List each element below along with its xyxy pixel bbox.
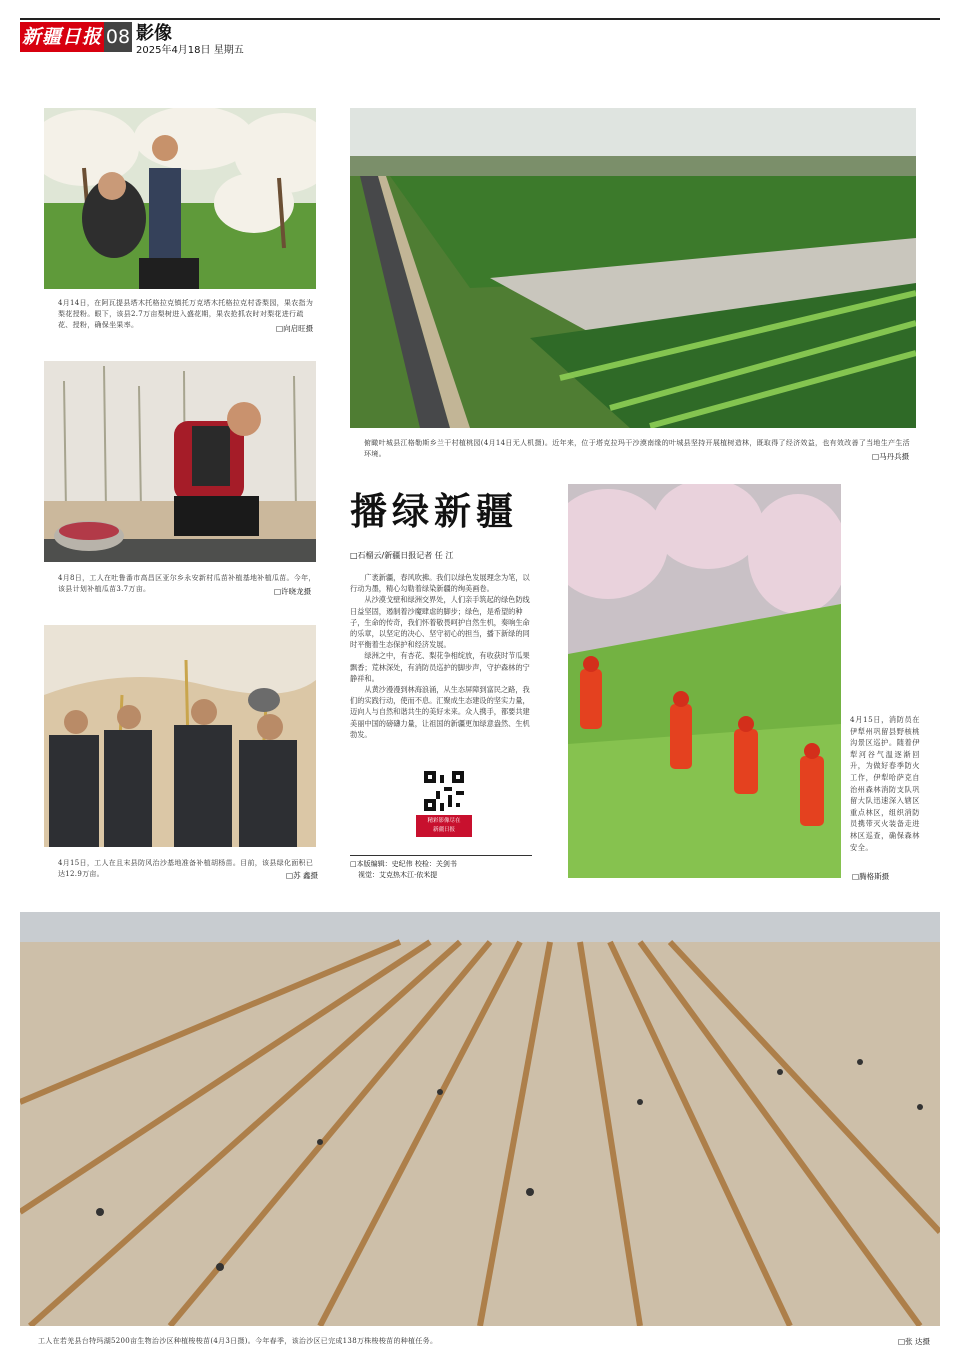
article-paragraph: 从黄沙漫漫到林海浪涌，从生态屏障到富民之路，我们的实践行动，使而不息。汇聚成生态建设的坚实力量，迈向人与自然和谐共生的美好未来。众人携手，都要共建美丽中国的磅礴力量，让祖国的新疆更加绿意盎然、生机勃发。 [350, 685, 530, 739]
article-body [350, 572, 532, 740]
article-paragraph: 绿洲之中，有杏花、梨花争相绽放，有收获时节瓜果飘香；荒林深处，有消防员巡护的脚步声，守护森林的宁静祥和。 [350, 651, 530, 683]
photo-3-caption: 4月15日，工人在且末县防风治沙基地准备补植胡杨苗。目前，该县绿化面积已达12.9万亩。 [58, 859, 314, 878]
photo-firefighters [568, 484, 841, 878]
photo-pear-blossom [44, 108, 316, 289]
photo-1-credit: □向启旺摄 [276, 324, 314, 333]
article-paragraph: 从沙漠戈壁和绿洲交界处，人们亲手筑起的绿色防线日益坚固，遏制着沙魔肆虐的脚步；绿色，是希望的种子，生命的传奇，我们怀着敬畏呵护自然生机，奏响生命的乐章，以坚定的决心、坚守初心的担当，播下新绿的同时平衡着生态保护和经济发展。 [350, 595, 530, 650]
photo-2-caption: 4月8日，工人在吐鲁番市高昌区亚尔乡永安新村瓜苗补植基地补植瓜苗。今年，该县计划补植瓜苗3.7万亩。 [58, 574, 316, 593]
photo-4-credit: □马丹兵摄 [872, 452, 910, 461]
editor-credits [350, 859, 457, 881]
qr-code[interactable] [424, 771, 464, 811]
dateline: 2025年4月18日 星期五 [136, 45, 244, 56]
page-number: 08 [104, 22, 132, 52]
photo-4-caption: 俯瞰叶城县江格勒斯乡兰干村植桃园(4月14日无人机摄)。近年来，位于塔克拉玛干沙漠南缘的叶城县坚持开展植树造林，既取得了经济效益，也有效改善了当地生产生活环境。 [364, 439, 910, 458]
photo-aerial-orchard [350, 108, 916, 428]
qr-label: 精彩影像尽在 新疆日报 [416, 815, 472, 837]
photo-6-credit: □张 达摄 [898, 1337, 930, 1346]
article-title: 播绿新疆 [350, 490, 518, 533]
editor-rule [350, 855, 532, 856]
editor-line: □本版编辑：史纪伟 校检：关剑书 [350, 860, 457, 868]
article-byline: □石榴云/新疆日报记者 任 江 [350, 551, 454, 560]
photo-melon-planting [44, 361, 316, 562]
photo-desert-workers [44, 625, 316, 847]
photo-5-credit: □腾格斯摄 [852, 872, 890, 881]
newspaper-logo: 新疆日报 [20, 22, 104, 52]
photo-2-credit: □许晓龙摄 [274, 587, 312, 596]
photo-5-caption: 4月15日，消防员在伊犁州巩留县野核桃沟景区巡护。随着伊犁河谷气温逐渐回升，为做好春季防火工作，伊犁哈萨克自治州森林消防支队巩留大队迅速深入辖区重点林区，组织消防员携带灭火装备走进林区巡查，确保森林安全。 [850, 715, 920, 852]
photo-3-credit: □苏 鑫摄 [286, 871, 318, 880]
photo-desert-planting [20, 912, 940, 1326]
photo-6-caption: 工人在若羌县台特玛湖5200亩生物治沙区种植梭梭苗(4月3日摄)。今年春季，该治沙区已完成138万株梭梭苗的种植任务。 [38, 1337, 438, 1345]
visual-line: 视觉：艾克热木江·依米提 [358, 871, 438, 879]
article-paragraph: 广袤新疆，春风吹拂。我们以绿色发展理念为笔，以行动为墨，精心勾勒着绿染新疆的绚美画卷。 [350, 573, 530, 594]
photo-1-caption: 4月14日，在阿瓦提县塔木托格拉克镇托万克塔木托格拉克村香梨园，果农指为梨花授粉。眼下，该县2.7万亩梨树进入盛花期，果农抢抓农时对梨花进行疏花、授粉，确保坐果率。 [58, 299, 314, 329]
section-title: 影像 [136, 23, 172, 44]
